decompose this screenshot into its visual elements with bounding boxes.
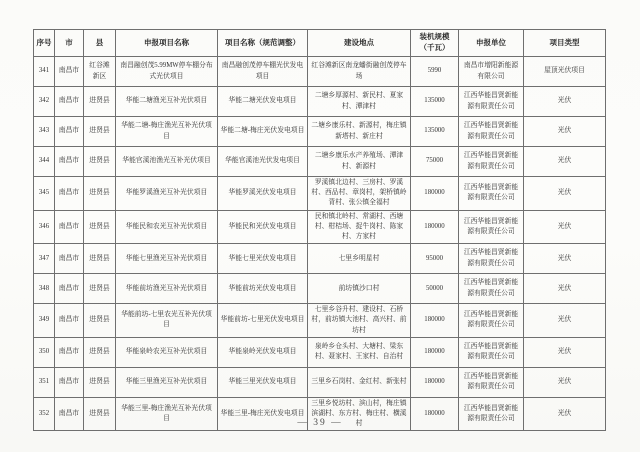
table-cell: 180000	[411, 177, 459, 211]
table-row	[34, 117, 606, 147]
table-cell: 二塘乡厚源村、新民村、夏家村、潭津村	[308, 87, 411, 117]
table-row	[34, 210, 606, 244]
table-cell: 180000	[411, 210, 459, 244]
table-cell: 南昌市	[55, 57, 84, 87]
table-cell: 180000	[411, 304, 459, 338]
table-cell: 华能前坊-七里光伏发电项目	[218, 304, 308, 338]
table-cell: 南昌融创茂5.99MW停车棚分布式光伏项目	[116, 57, 218, 87]
table-cell: 南昌市	[55, 397, 84, 431]
table-cell: 135000	[411, 117, 459, 147]
table-cell: 进贤县	[84, 304, 116, 338]
table-cell: 三里乡悦坊村、滨山村，梅庄镇滨湖村、东方村、梅庄村、横溪村	[308, 397, 411, 431]
table-cell: 华能三里光伏发电项目	[218, 367, 308, 397]
table-cell: 南昌市	[55, 177, 84, 211]
table-cell: 进贤县	[84, 337, 116, 367]
table-cell: 351	[34, 367, 55, 397]
table-cell: 光伏	[524, 117, 606, 147]
table-cell: 江西华能昌贤新能源有限责任公司	[459, 177, 524, 211]
table-cell: 5990	[411, 57, 459, 87]
table-cell: 南昌市	[55, 210, 84, 244]
table-cell: 349	[34, 304, 55, 338]
table-cell: 华能三里-梅庄渔光互补光伏项目	[116, 397, 218, 431]
table-cell: 华能七里光伏发电项目	[218, 244, 308, 274]
table-cell: 南昌市	[55, 244, 84, 274]
table-cell: 135000	[411, 87, 459, 117]
table-cell: 进贤县	[84, 87, 116, 117]
table-cell: 七里乡明星村	[308, 244, 411, 274]
table-cell: 江西华能昌贤新能源有限责任公司	[459, 147, 524, 177]
table-cell: 光伏	[524, 147, 606, 177]
table-cell: 南昌市增阳新能源有限公司	[459, 57, 524, 87]
table-cell: 进贤县	[84, 117, 116, 147]
table-cell: 华能罗溪渔光互补光伏项目	[116, 177, 218, 211]
table-row	[34, 244, 606, 274]
table-cell: 江西华能昌贤新能源有限责任公司	[459, 210, 524, 244]
table-body	[34, 57, 606, 431]
table-cell: 南昌市	[55, 367, 84, 397]
table-cell: 180000	[411, 337, 459, 367]
table-cell: 红谷滩新区南龙蟠街融创茂停车场	[308, 57, 411, 87]
column-header-unit: 申报单位	[459, 30, 524, 57]
table-cell: 348	[34, 274, 55, 304]
table-row	[34, 177, 606, 211]
table-cell: 江西华能昌贤新能源有限责任公司	[459, 337, 524, 367]
table-cell: 南昌市	[55, 147, 84, 177]
table-cell: 江西华能昌贤新能源有限责任公司	[459, 244, 524, 274]
table-cell: 华能二塘-梅庄渔光互补光伏项目	[116, 117, 218, 147]
table-cell: 华能三里渔光互补光伏项目	[116, 367, 218, 397]
table-cell: 180000	[411, 367, 459, 397]
table-cell: 屋顶光伏项目	[524, 57, 606, 87]
table-cell: 华能前坊-七里农光互补光伏项目	[116, 304, 218, 338]
table-cell: 江西华能昌贤新能源有限责任公司	[459, 304, 524, 338]
table-cell: 二塘乡康乐水产养殖场、潭津村、新源村	[308, 147, 411, 177]
table-cell: 二塘乡康乐村、新源村，梅庄镇新塔村、新庄村	[308, 117, 411, 147]
table-cell: 347	[34, 244, 55, 274]
table-cell: 南昌市	[55, 337, 84, 367]
column-header-city: 市	[55, 30, 84, 57]
table-cell: 进贤县	[84, 367, 116, 397]
table-cell: 光伏	[524, 367, 606, 397]
table-cell: 345	[34, 177, 55, 211]
table-cell: 华能二塘光伏发电项目	[218, 87, 308, 117]
table-cell: 南昌市	[55, 87, 84, 117]
table-cell: 江西华能昌贤新能源有限责任公司	[459, 117, 524, 147]
table-cell: 华能二塘渔光互补光伏项目	[116, 87, 218, 117]
table-row	[34, 337, 606, 367]
table-cell: 华能二塘-梅庄光伏发电项目	[218, 117, 308, 147]
table-cell: 华能三里-梅庄光伏发电项目	[218, 397, 308, 431]
table-cell: 华能官溪池光伏发电项目	[218, 147, 308, 177]
table-cell: 95000	[411, 244, 459, 274]
page-number: — 39 —	[297, 418, 343, 428]
table-row	[34, 304, 606, 338]
column-header-adjusted-name: 项目名称（规范调整）	[218, 30, 308, 57]
table-cell: 光伏	[524, 304, 606, 338]
table-cell: 光伏	[524, 87, 606, 117]
table-cell: 343	[34, 117, 55, 147]
table-cell: 341	[34, 57, 55, 87]
table-cell: 华能七里渔光互补光伏项目	[116, 244, 218, 274]
table-cell: 七里乡谷升村、建设村、石桥村，前坊镇大池村、高兴村、前坊村	[308, 304, 411, 338]
table-row	[34, 87, 606, 117]
table-cell: 75000	[411, 147, 459, 177]
table-cell: 南昌市	[55, 304, 84, 338]
table-cell: 华能前坊光伏发电项目	[218, 274, 308, 304]
project-table	[33, 29, 606, 431]
table-cell: 进贤县	[84, 274, 116, 304]
table-cell: 南昌市	[55, 117, 84, 147]
table-cell: 光伏	[524, 337, 606, 367]
table-row	[34, 274, 606, 304]
table-cell: 进贤县	[84, 177, 116, 211]
column-header-capacity: 装机规模（千瓦）	[411, 30, 459, 57]
table-cell: 南昌融创茂停车棚光伏发电项目	[218, 57, 308, 87]
table-cell: 江西华能昌贤新能源有限责任公司	[459, 274, 524, 304]
table-cell: 民和镇北岭村、常湖村、西塘村、柑桔场、捉牛岗村、陈家村、方家村	[308, 210, 411, 244]
table-cell: 光伏	[524, 274, 606, 304]
table-cell: 进贤县	[84, 244, 116, 274]
table-row	[34, 147, 606, 177]
table-cell: 进贤县	[84, 147, 116, 177]
table-cell: 江西华能昌贤新能源有限责任公司	[459, 87, 524, 117]
column-header-seq: 序号	[34, 30, 55, 57]
table-cell: 华能官溪池渔光互补光伏项目	[116, 147, 218, 177]
header-row	[34, 30, 606, 57]
table-cell: 342	[34, 87, 55, 117]
table-cell: 红谷滩新区	[84, 57, 116, 87]
table-cell: 华能前坊渔光互补光伏项目	[116, 274, 218, 304]
table-cell: 泉岭乡仓头村、大塘村、梁东村、聂家村、王家村、自治村	[308, 337, 411, 367]
table-cell: 352	[34, 397, 55, 431]
table-cell: 光伏	[524, 210, 606, 244]
table-cell: 350	[34, 337, 55, 367]
column-header-county: 县	[84, 30, 116, 57]
table-cell: 南昌市	[55, 274, 84, 304]
table-cell: 江西华能昌贤新能源有限责任公司	[459, 367, 524, 397]
column-header-declared-name: 申报项目名称	[116, 30, 218, 57]
table-cell: 50000	[411, 274, 459, 304]
table-cell: 罗溪镇北边村、三房村、罗溪村、西品村、章岗村，架桥镇岭背村、张公镇全福村	[308, 177, 411, 211]
table-cell: 华能罗溪光伏发电项目	[218, 177, 308, 211]
table-cell: 江西华能昌贤新能源有限责任公司	[459, 397, 524, 431]
table-cell: 光伏	[524, 244, 606, 274]
table-cell: 进贤县	[84, 210, 116, 244]
table-cell: 光伏	[524, 177, 606, 211]
table-cell: 180000	[411, 397, 459, 431]
table-cell: 三里乡石岗村、金红村、新张村	[308, 367, 411, 397]
table-cell: 前坊镇沙口村	[308, 274, 411, 304]
table-row	[34, 57, 606, 87]
table-cell: 华能民和光伏发电项目	[218, 210, 308, 244]
table-cell: 进贤县	[84, 397, 116, 431]
column-header-location: 建设地点	[308, 30, 411, 57]
table-cell: 346	[34, 210, 55, 244]
table-cell: 华能民和农光互补光伏项目	[116, 210, 218, 244]
table-cell: 华能泉岭光伏发电项目	[218, 337, 308, 367]
column-header-type: 项目类型	[524, 30, 606, 57]
table-cell: 344	[34, 147, 55, 177]
table-row	[34, 367, 606, 397]
table-header	[34, 30, 606, 57]
table-cell: 华能泉岭农光互补光伏项目	[116, 337, 218, 367]
table-cell: 光伏	[524, 397, 606, 431]
